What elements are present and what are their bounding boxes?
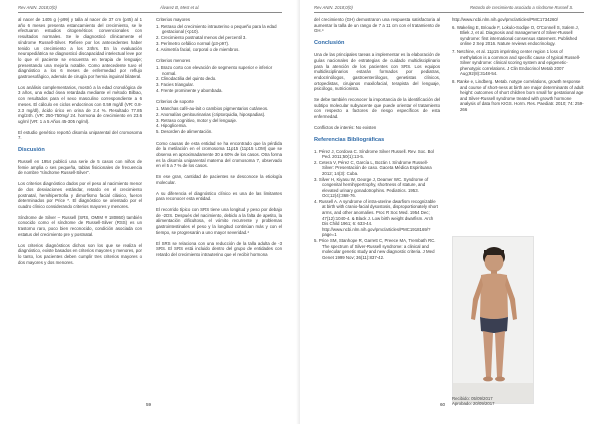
- minor-criteria-list: [156, 65, 282, 94]
- approved-date: Aprobado: 20/09/2017: [452, 401, 495, 407]
- right-page-journal-header: Rev ANIN. 2018;0(0): [314, 5, 353, 10]
- list-item: 4. Asimetría facial, corporal o de miembros.: [156, 46, 240, 52]
- list-item: 1. Manchas café-au-lait o cambios pigmentarios cutáneos.: [156, 106, 269, 112]
- discussion-paragraph-2: Los criterios diagnóstico dados por el peso al nacimiento menor de dos desviaciones estándar, retardo en el crecimiento postnatal, hemihipertrofia y dimorfismo facial clásico, fueron determinados por Price *. El diagnóstico se orientado por el cuadro clínico considerando criterios mayores y menores.: [18, 181, 142, 209]
- list-item: 4. Frente prominente y abombada.: [156, 87, 223, 93]
- list-item: 4. Hipoglicemia.: [156, 123, 187, 129]
- left-page-journal-header: Rev ANIN. 2018;0(0): [18, 5, 57, 10]
- right-page: [300, 0, 600, 424]
- references-heading: Referencias Bibliográficas: [314, 136, 385, 143]
- list-item: 3. Facies triangular.: [156, 82, 194, 88]
- etiology-paragraph-5: El SRS se relaciona con una reducción de la talla adulta de -3 SRS. El SRS está incluido dentro del grupo de entidades con retardo del crecimiento intrauterino que el recibir hormona: [156, 240, 282, 257]
- left-header-rule: [18, 12, 282, 13]
- reference-item: 2. Cetera V, Pérez C, García L, Bozán I. Síndrome Russell-Silver: Presentación de caso. Gaceta Médica Espirituana 2012; 14(3): Cuba.: [314, 159, 432, 176]
- growth-hormone-paragraph: del crecimiento (GH) demostraron una respuesta satisfactoria al aumentar la talla de un rango de 7 a 11 cm con el tratamiento de GH.⁴: [314, 17, 440, 34]
- reference-link[interactable]: http://www.ncbi.nlm.nih.gov/pmc/articles/PMC1734260/: [452, 17, 558, 22]
- list-item: 1. Brazo corto con elevación de segmento superior e inferior normal.: [156, 64, 273, 76]
- conclusion-paragraph-2: Se debe también reconocer la importancia de la identificación del subtipo molecular subyacente que puede orientar el tratamiento con respecto a factores de riesgo específicos de esta enfermedad.: [314, 97, 440, 120]
- discussion-paragraph-3: Síndrome de Silver – Russell (SRS, OMIM # 180860) también conocido como el síndrome de Russell-Silver (RSS) es un trastorno raro, poco bien reconocido, condición asociada con estatus del crecimiento pre y postnatal.: [18, 214, 142, 237]
- right-page-column-1: [314, 17, 440, 260]
- major-criteria-title: Criterios mayores: [156, 17, 191, 22]
- submission-dates: [452, 396, 495, 407]
- conflicts-of-interest: Conflictos de interés: No existen: [314, 124, 377, 130]
- reference-item: 1. Pérez J, Cordova C. Síndrome Silver Russell. Rev. Soc. Bol Ped. 2011;50(1):13-5.: [314, 148, 434, 160]
- reference-item: 7. Netchine, et al. 11p15 imprinting center region 1 loss of methylation is a common and specific cause of typical Russell-Silver syndrome: clinical scoring system and epigenetic-phenotypic correlations. J Clin Endocrinol Metab 2007 Aug;92(8):3148-54.: [452, 48, 581, 77]
- list-item: 2. Crecimiento postnatal menos del percentil 3.: [156, 35, 247, 41]
- left-page-number: 59: [146, 402, 152, 407]
- received-date: Recibido: 05/09/2017: [452, 396, 493, 401]
- support-criteria-list: [156, 106, 282, 135]
- list-item: 2. Anomalías genitourinarias (criptorquidia, hipospadias).: [156, 111, 266, 117]
- etiology-paragraph-1: Como causas de esta entidad se ha encontrado que la pérdida de la metilación en el cromosoma 11p15 (11p15 LOM) que se observa en aproximadamente 30 a 60% de los casos. Otra forma es la disomía uniparental materna del cromosoma 7, observado en el 5 a 7 % de los casos.: [156, 140, 282, 169]
- conclusion-heading: Conclusión: [314, 40, 345, 47]
- support-criteria-title: Criterios de soporte: [156, 99, 194, 105]
- etiology-paragraph-3: A su diferencia el diagnóstico clínico es una de las limitantes para reconocer esta entidad.: [156, 190, 282, 202]
- discussion-paragraph-4: Los criterios diagnósticos dichos son los que se realiza el diagnóstico, existe basados en criterios mayores y menores, por lo tanto, los pacientes deben cumplir tres criterios mayores o dos mayores y dos menores.: [18, 242, 142, 265]
- left-page-column-2: [156, 17, 282, 258]
- list-item: 3. Retraso cognitivo, motor y del lenguaje.: [156, 117, 238, 123]
- major-criteria-list: [156, 24, 282, 53]
- right-page-number: 60: [440, 402, 446, 407]
- discussion-paragraph-1: Russell en 1954 publicó una serie de 5 casos con niños de femie amplia o ses pequeña, tablas fisicionales de frecuencia de nombre “síndrome Russell-Silver”.: [18, 159, 142, 176]
- conclusion-paragraph-1: Una de las principales tareas a implementar es la elaboración de guías nacionales de estrategias de cuidado multidisciplinario para la atención de los pacientes con SRS. Los equipos multidisciplinarios estarán formados por pediatras, endocrinólogos, gastroenterólogos, genetistas clínicos, ortopedistas, cirujanos maxilofacial, terapista del lenguaje, psicólogo, nutricionista.: [314, 52, 440, 92]
- list-item: 3. Perímetro cefálico normal (p3-p97).: [156, 40, 230, 46]
- right-page-column-2: [452, 17, 584, 113]
- etiology-paragraph-2: En ese gran, cantidad de pacientes se desconoce la etiología molecular.: [156, 174, 282, 185]
- reference-item: 5. Price SM, Stanhope R, Garrett C, Preece MA, Trembath RC. The spectrum of Silver-Russell syndrome: a clinical and molecular genetic study and new diagnostic criteria. J Med Genet 1999 Nov; 36(11):837-42.: [314, 238, 436, 260]
- left-page-column-1: [18, 17, 142, 265]
- list-item: 1. Retraso del crecimiento intrauterino o pequeño para la edad gestacional (<p10).: [156, 23, 277, 35]
- etiology-paragraph-4: El recorrido típico con SRS tiene una longitud y peso por debajo de -2DS. Después del nacimiento, debido a la falta de apetito, la alimentación dificultosa, el vómito recurrente y problemas gastrointestinales el peso y la longitud continúan más y con el tiempo, se progresarán a uno mayor severidad.⁴: [156, 206, 282, 235]
- list-item: 2. Clinodactilia del quinto dedo.: [156, 76, 217, 82]
- discussion-heading: Discusión: [18, 147, 45, 154]
- patient-photo: [452, 236, 534, 407]
- case-paragraph-2: Los análisis complementarios, mostró a la edad cronológica de 3 años, una edad ósea retardada mediante el método Bilbao, con resultados para el sexo masculino correspondiente a 6 meses. El cálculo en ciclos endocrinos con 0.59 mg/dl (VR: 0.8-2.3 mg/dl), ácido úrico en orina de 2.4 %. Resultado 77.85 mg/24h. (VR: 250-750mg/ 24. hormona de crecimiento en 23.6 ug/ml (VR: 1 a 5 Años 45-305 ng/ml).: [18, 84, 142, 124]
- case-paragraph-3: El estudio genético reportó disomía uniparental del cromosoma 7.: [18, 129, 142, 141]
- reference-item: 8. Ranke e, Lindberg. Metab. notype correlations, growth response and course of short-ness at birth are major determinants of adult height: outcomes of short children born small for gestational age and Silver-Russell syndrome treated with growth hormone analysis of data from KIGS. Horm. Res. Paediatr. 2010; 74: 259-266: [452, 78, 584, 112]
- reference-item: 3. Silver H, Kiyasu W, George J, Deamer WC. Syndrome of congenital hemihypertrophy, shortness of stature, and elevated urinary gonadotrophins. Pediatrics. 1953. Oct;12(4):368-76.: [314, 176, 429, 199]
- minor-criteria-title: Criterios menores: [156, 58, 191, 64]
- reference-item: 4. Russell A. A syndrome of intra-uterine dwarfism recognizable at birth with cranio-facial dysostosis, disproportionately short arms, and other anomalies. Proc R Soc Med. 1954 Dec; 47(12):1040-4. & Black J. Low birth weight dwarfism. Arch Dis Child 1961; 6: 633-44. http://www.ncbi.nlm.nih.gov/pmc/articles/PMC1918169/?page=1: [314, 198, 438, 238]
- right-page-title-header: Retardo de crecimiento asociado a síndrome Russell S.: [470, 5, 574, 10]
- case-paragraph-1: al nacer de 1405 g (-p99) y talla al nacer de 37 cm (p45) al 1 año 6 meses presenta estancamiento del crecimiento, se le efectuaron estudios citogenéticos convencionales con resultados normales. Se le diagnosticó clínicamente el síndrome Russell-Silver. Refiere por los antecedentes haber tenido un crecimiento a los 24hrs. En la evaluación neuropediátrica se diagnosticó discapacidad intelectual leve por lo que el paciente se encuentra en terapia de lenguaje; presentando una mejoría notable. Como antecedente tuvo el diagnóstico a los 6 meses de enfermedad por reflujo gastroesofágico, además de cirugía por hernia inguinal bilateral.: [18, 17, 142, 80]
- left-page-author-header: Álvarez B, Mest et al.: [160, 5, 200, 10]
- reference-item: 6. Wakeling E, Brioude F, Lokulo-Sodipe O, O'Connell S, Salem J, Bliek J, et al. Diagnosis and management of Silver-Russell syndrome: first international consensus statement. Published online 2 Sep 2016. Nature reviews endocrinology.: [452, 24, 579, 47]
- list-item: 5. Desorden de alimentación.: [156, 128, 213, 134]
- right-header-rule: [314, 12, 584, 13]
